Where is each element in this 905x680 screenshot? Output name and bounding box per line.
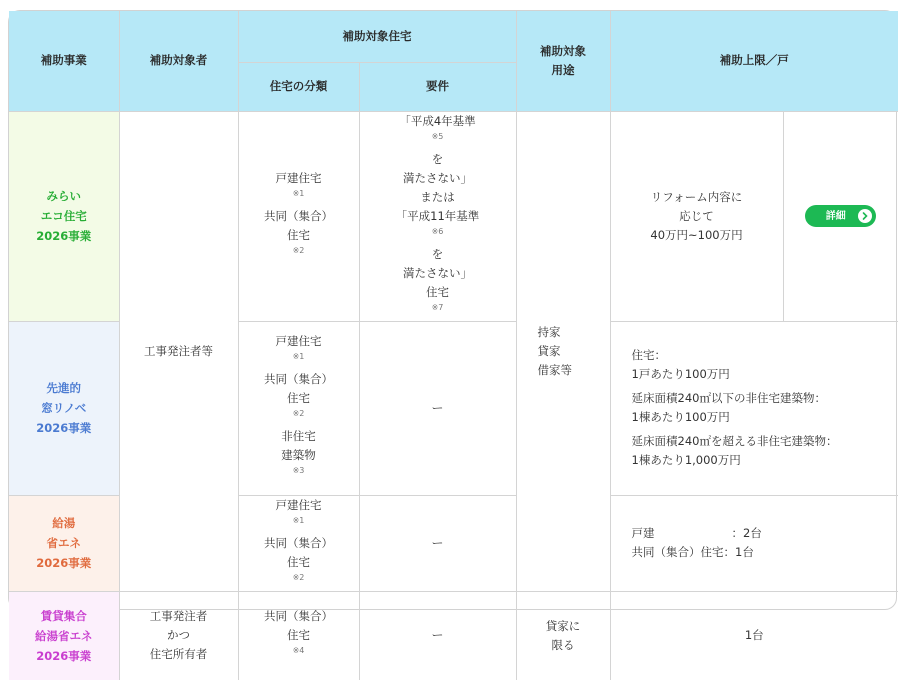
subsidy-comparison-table (9, 11, 898, 680)
requirement-kyuto: ー (359, 495, 516, 591)
details-button[interactable] (805, 205, 876, 227)
cap-line: リフォーム内容に (650, 189, 743, 204)
type-line: 戸建住宅 $^{※1}$ (275, 170, 322, 198)
requirement-mado: ー (359, 321, 516, 495)
use-shared (516, 111, 610, 591)
type-line: 住宅 $^{※2}$ (287, 227, 310, 255)
program-name-line: 省エネ (46, 536, 81, 550)
type-line: 非住宅 (281, 429, 316, 443)
requirement-mirai (359, 111, 516, 321)
program-kyuto-shoene (9, 495, 119, 591)
subsidy-table-container (8, 10, 897, 663)
type-line: 住宅 $^{※4}$ (287, 628, 310, 656)
header-use-line2: 用途 (551, 62, 575, 77)
program-name-line: 2026事業 (36, 648, 92, 663)
cap-line: 住宅： (631, 348, 666, 362)
req-line: 「平成11年基準 $^{※6}$ を (395, 208, 480, 261)
cap-line: 1戸あたり100万円 (631, 367, 730, 381)
header-cap: 補助上限／戸 (610, 11, 898, 111)
cap-line: 戸建 ：2台 (631, 526, 762, 540)
req-line: または (420, 189, 455, 204)
type-line: 戸建住宅 $^{※1}$ (275, 497, 322, 525)
housing-type-kyuto (238, 495, 359, 591)
recipient-line: 住宅所有者 (149, 647, 208, 662)
use-chintai (516, 591, 610, 680)
use-line: 貸家 (537, 343, 561, 358)
use-line: 持家 (537, 324, 561, 339)
type-line: 住宅 $^{※2}$ (287, 554, 310, 582)
header-requirement: 要件 (359, 62, 516, 111)
req-line: 満たさない」 (403, 265, 472, 280)
program-name-line: みらい (46, 189, 81, 203)
cap-line: 1棟あたり100万円 (631, 410, 730, 424)
header-housing-type: 住宅の分類 (238, 62, 359, 111)
cap-line: 延床面積240㎡を超える非住宅建築物： (631, 434, 838, 448)
cap-kyuto (610, 495, 898, 591)
housing-type-mado (238, 321, 359, 495)
header-use-line1: 補助対象 (540, 43, 586, 58)
header-housing-group: 補助対象住宅 (238, 11, 516, 62)
type-line: 共同（集合） (264, 609, 333, 624)
program-chintai-kyuto (9, 591, 119, 680)
details-cell (783, 111, 898, 321)
header-use (516, 11, 610, 111)
type-line: 共同（集合） (264, 535, 333, 550)
req-line: 「平成4年基準 $^{※5}$ を (399, 113, 476, 166)
cap-mado (610, 321, 898, 495)
recipient-line: かつ (167, 628, 190, 643)
housing-type-mirai (238, 111, 359, 321)
program-mado-renove (9, 321, 119, 495)
use-line: 貸家に (545, 618, 581, 633)
recipient-line: 工事発注者 (149, 609, 208, 624)
cap-mirai (610, 111, 783, 321)
req-line: 満たさない」 (403, 170, 472, 185)
program-mirai-eco (9, 111, 119, 321)
cap-line: 40万円~100万円 (650, 227, 743, 242)
cap-line: 応じて (679, 208, 714, 223)
type-line: 共同（集合） (264, 372, 333, 386)
details-button-label: 詳細 (825, 210, 846, 222)
header-recipient: 補助対象者 (119, 11, 238, 111)
program-name-line: 窓リノベ (41, 401, 87, 415)
recipient-shared: 工事発注者等 (119, 111, 238, 591)
type-line: 戸建住宅 $^{※1}$ (275, 334, 322, 361)
type-line: 共同（集合） (264, 208, 333, 223)
program-name-line: 賃貸集合 (40, 608, 87, 623)
recipient-chintai (119, 591, 238, 680)
program-name-line: 先進的 (46, 381, 81, 395)
cap-chintai: 1台 (610, 591, 898, 680)
program-name-line: 給湯 (52, 516, 76, 530)
type-line: 住宅 $^{※2}$ (287, 391, 310, 418)
header-program: 補助事業 (9, 11, 119, 111)
use-line: 借家等 (537, 362, 572, 377)
program-name-line: エコ住宅 (40, 209, 87, 223)
type-line: 建築物 $^{※3}$ (281, 448, 316, 475)
req-line: 住宅 $^{※7}$ (426, 284, 449, 312)
program-name-line: 給湯省エネ (35, 628, 93, 643)
requirement-chintai: ー (359, 591, 516, 680)
program-name-line: 2026事業 (36, 556, 92, 570)
cap-line: 共同（集合）住宅 ：1台 (631, 545, 754, 559)
cap-line: 1棟あたり1,000万円 (631, 453, 741, 467)
use-line: 限る (551, 637, 575, 652)
program-name-line: 2026事業 (36, 421, 92, 435)
cap-line: 延床面積240㎡以下の非住宅建築物： (631, 391, 826, 405)
program-name-line: 2026事業 (36, 229, 92, 243)
housing-type-chintai (238, 591, 359, 680)
chevron-right-icon (858, 209, 872, 223)
